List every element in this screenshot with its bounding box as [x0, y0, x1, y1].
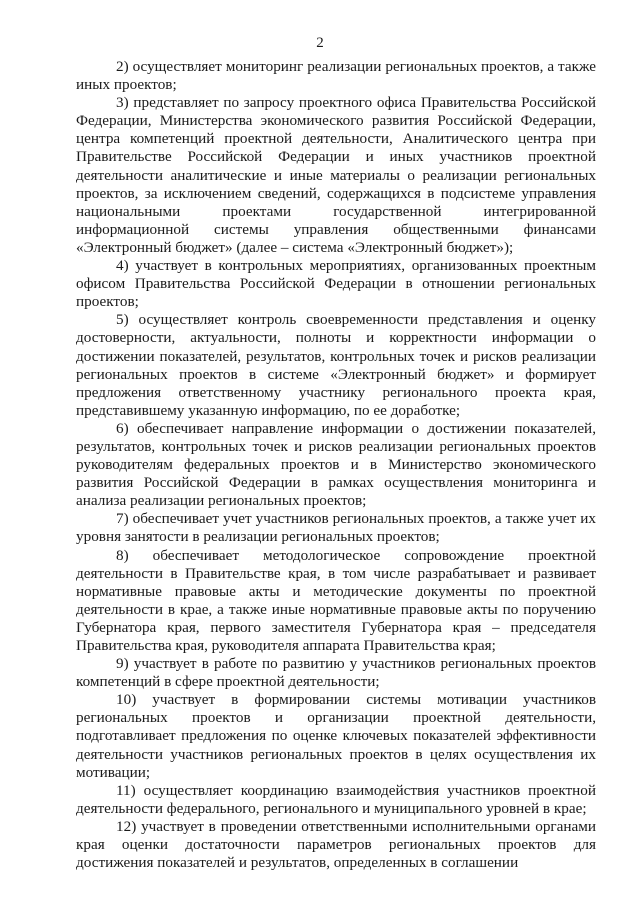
paragraph-item-12: 12) участвует в проведении ответственными исполнительными органами края оценки достаточности параметров региональных проектов для достижения показателей и результатов, определенных в соглашении [76, 817, 596, 872]
paragraph-item-5: 5) осуществляет контроль своевременности представления и оценку достоверности, актуальности, полноты и корректности информации о достижении показателей, результатов, контрольных точек и рисков реализации региональных проектов в системе «Электронный бюджет» и формирует предложения ответственному участнику регионального проекта края, представившему указанную информацию, по ее доработке; [76, 311, 596, 419]
paragraph-item-6: 6) обеспечивает направление информации о достижении показателей, результатов, контрольных точек и рисков реализации региональных проектов руководителям федеральных проектов и в Министерство экономического развития Российской Федерации в рамках осуществления мониторинга и анализа реализации региональных проектов; [76, 419, 596, 510]
page-number: 2 [316, 35, 324, 51]
paragraph-item-9: 9) участвует в работе по развитию у участников региональных проектов компетенций в сфере проектной деятельности; [76, 655, 596, 691]
paragraph-item-4: 4) участвует в контрольных мероприятиях, организованных проектным офисом Правительства Российской Федерации в отношении региональных проектов; [76, 257, 596, 311]
paragraph-item-2: 2) осуществляет мониторинг реализации региональных проектов, а также иных проектов; [76, 58, 596, 94]
paragraph-item-10: 10) участвует в формировании системы мотивации участников региональных проектов и организации проектной деятельности, подготавливает предложения по оценке ключевых показателей эффективности деятельности участников региональных проектов в целях осуществления их мотивации; [76, 691, 596, 781]
document-body [76, 58, 596, 872]
paragraph-item-8: 8) обеспечивает методологическое сопровождение проектной деятельности в Правительстве края, в том числе разрабатывает и развивает нормативные правовые акты и методические документы по проектной деятельности в крае, а также иные нормативные правовые акты по поручению Губернатора края, первого заместителя Губернатора края – председателя Правительства края, руководителя аппарата Правительства края; [76, 546, 596, 654]
paragraph-item-7: 7) обеспечивает учет участников региональных проектов, а также учет их уровня занятости в реализации региональных проектов; [76, 510, 596, 546]
paragraph-item-3: 3) представляет по запросу проектного офиса Правительства Российской Федерации, Министерства экономического развития Российской Федерации, центра компетенций проектной деятельности, Аналитического центра при Правительстве Российской Федерации и иных участников проектной деятельности аналитические и иные материалы о реализации региональных проектов, за исключением сведений, содержащихся в подсистеме управления национальными проектами государственной интегрированной информационной системы управления общественными финансами «Электронный бюджет» (далее – система «Электронный бюджет»); [76, 94, 596, 256]
paragraph-item-11: 11) осуществляет координацию взаимодействия участников проектной деятельности федерального, регионального и муниципального уровней в крае; [76, 781, 596, 817]
